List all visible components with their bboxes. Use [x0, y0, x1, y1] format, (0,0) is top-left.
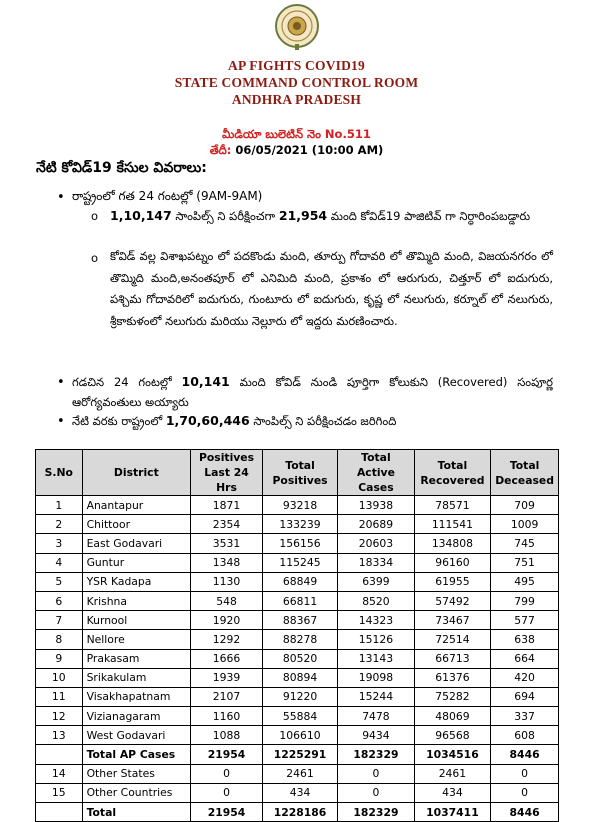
district-cases-table: [35, 449, 559, 822]
cell-total-positives: 66811: [262, 591, 337, 610]
cell-recovered: 73467: [414, 611, 490, 630]
cell-recovered: 48069: [414, 707, 490, 726]
cell-total-positives: 1228186: [262, 803, 337, 822]
cell-sno: 5: [36, 572, 83, 591]
table-row: [36, 611, 559, 630]
samples-tested-24h: 1,10,147: [110, 208, 172, 223]
cell-active-cases: 14323: [338, 611, 415, 630]
cell-total-positives: 80520: [262, 649, 337, 668]
cell-sno: 12: [36, 707, 83, 726]
bullet-3-part: నేటి వరకు రాష్ట్రంలో: [72, 414, 166, 428]
cell-total-positives: 106610: [262, 726, 337, 745]
cell-active-cases: 6399: [338, 572, 415, 591]
cell-deceased: 638: [491, 630, 559, 649]
cell-district: Chittoor: [82, 515, 191, 534]
cell-sno: [36, 745, 83, 764]
table-row: [36, 572, 559, 591]
cell-sno: 6: [36, 591, 83, 610]
cell-deceased: 664: [491, 649, 559, 668]
cell-sno: 10: [36, 668, 83, 687]
header-state: ANDHRA PRADESH: [231, 92, 362, 107]
cell-positives-24h: 3531: [191, 534, 263, 553]
cell-district: Nellore: [82, 630, 191, 649]
cell-total-positives: 88367: [262, 611, 337, 630]
table-header-row: [36, 450, 559, 496]
col-header-deceased: Total Deceased: [491, 450, 559, 496]
cell-positives-24h: 21954: [191, 803, 263, 822]
table-row: [36, 783, 559, 802]
cell-active-cases: 20603: [338, 534, 415, 553]
cell-positives-24h: 0: [191, 764, 263, 783]
table-row: [36, 707, 559, 726]
cell-district: Total: [82, 803, 191, 822]
header-title: AP FIGHTS COVID19: [228, 58, 365, 73]
cell-district: Other Countries: [82, 783, 191, 802]
table-row: [36, 649, 559, 668]
table-row: [36, 803, 559, 822]
table-row: [36, 764, 559, 783]
date-label: తేదీ:: [209, 143, 232, 157]
cell-district: Vizianagaram: [82, 707, 191, 726]
cell-total-positives: 156156: [262, 534, 337, 553]
cell-total-positives: 80894: [262, 668, 337, 687]
col-header-district: District: [82, 450, 191, 496]
cell-positives-24h: 548: [191, 591, 263, 610]
bullet-2-part: మంది కోవిడ్ నుండి పూర్తిగా కోలుకుని (Recovered) సంపూర్ణ ఆరోగ్యవంతులు అయ్యారు: [72, 375, 553, 409]
bullet-icon: •: [57, 375, 65, 390]
sub-bullet-1-text: [110, 206, 553, 227]
cell-deceased: 577: [491, 611, 559, 630]
cell-sno: 11: [36, 687, 83, 706]
table-row: [36, 630, 559, 649]
col-header-active-cases: Total Active Cases: [338, 450, 415, 496]
section-title: నేటి కోవిడ్19 కేసుల వివరాలు:: [36, 160, 207, 176]
cell-recovered: 434: [414, 783, 490, 802]
cell-sno: 2: [36, 515, 83, 534]
header-subtitle: STATE COMMAND CONTROL ROOM: [174, 75, 419, 90]
cell-positives-24h: 21954: [191, 745, 263, 764]
cell-active-cases: 0: [338, 764, 415, 783]
cell-active-cases: 13938: [338, 496, 415, 515]
cell-active-cases: 18334: [338, 553, 415, 572]
cell-active-cases: 8520: [338, 591, 415, 610]
cell-recovered: 61376: [414, 668, 490, 687]
cell-active-cases: 9434: [338, 726, 415, 745]
table-row: [36, 496, 559, 515]
cell-recovered: 96568: [414, 726, 490, 745]
cell-positives-24h: 1348: [191, 553, 263, 572]
cell-recovered: 57492: [414, 591, 490, 610]
cell-positives-24h: 2354: [191, 515, 263, 534]
table-body: [36, 496, 559, 822]
cell-deceased: 694: [491, 687, 559, 706]
sub-bullet-icon: o: [91, 251, 99, 265]
cell-recovered: 1034516: [414, 745, 490, 764]
cell-deceased: 745: [491, 534, 559, 553]
cell-total-positives: 1225291: [262, 745, 337, 764]
cell-recovered: 61955: [414, 572, 490, 591]
cell-sno: 7: [36, 611, 83, 630]
cell-district: YSR Kadapa: [82, 572, 191, 591]
cell-district: East Godavari: [82, 534, 191, 553]
cell-deceased: 1009: [491, 515, 559, 534]
cell-recovered: 72514: [414, 630, 490, 649]
cell-active-cases: 15126: [338, 630, 415, 649]
cell-district: Krishna: [82, 591, 191, 610]
cell-sno: 1: [36, 496, 83, 515]
cell-sno: 3: [36, 534, 83, 553]
cell-sno: 14: [36, 764, 83, 783]
sub-bullet-1-part: సాంపిల్స్ ని పరీక్షించగా: [171, 209, 279, 223]
cell-recovered: 1037411: [414, 803, 490, 822]
cell-total-positives: 93218: [262, 496, 337, 515]
sub-bullet-2-text: కోవిడ్ వల్ల విశాఖపట్నం లో పదకొండు మంది, తూర్పు గోదావరి లో తొమ్మిది మంది, విజయనగరం లో తొమ్మిది మంది,అనంతపూర్ లో ఎనిమిది మంది, ప్రకాశం లో ఆరుగురు, చిత్తూర్ లో ఐదుగురు, పశ్చిమ గోదావరిలో ఐదుగురు, గుంటూరు లో ఐదుగురు, కృష్ణ లో నలుగురు, కర్నూల్ లో నలుగురు, శ్రీకాకుళంలో నలుగురు మరియు నెల్లూరు లో ఇద్దరు మరణించారు.: [110, 249, 553, 328]
cell-sno: 9: [36, 649, 83, 668]
cell-active-cases: 7478: [338, 707, 415, 726]
cell-deceased: 709: [491, 496, 559, 515]
bulletin-date: [0, 143, 593, 160]
cell-sno: 15: [36, 783, 83, 802]
cell-recovered: 75282: [414, 687, 490, 706]
cell-active-cases: 0: [338, 783, 415, 802]
cell-positives-24h: 1088: [191, 726, 263, 745]
cell-active-cases: 182329: [338, 803, 415, 822]
cell-total-positives: 434: [262, 783, 337, 802]
cell-recovered: 111541: [414, 515, 490, 534]
cell-district: West Godavari: [82, 726, 191, 745]
cell-positives-24h: 1292: [191, 630, 263, 649]
table-row: [36, 515, 559, 534]
cell-deceased: 337: [491, 707, 559, 726]
cell-recovered: 2461: [414, 764, 490, 783]
cell-total-positives: 115245: [262, 553, 337, 572]
cell-total-positives: 55884: [262, 707, 337, 726]
cell-total-positives: 88278: [262, 630, 337, 649]
bullet-icon: •: [57, 190, 65, 205]
table-row: [36, 745, 559, 764]
cell-total-positives: 91220: [262, 687, 337, 706]
cell-positives-24h: 2107: [191, 687, 263, 706]
cell-positives-24h: 1871: [191, 496, 263, 515]
table-row: [36, 534, 559, 553]
cell-deceased: 751: [491, 553, 559, 572]
media-bulletin-number: మీడియా బులెటిన్ నెం No.511: [222, 127, 371, 141]
cell-positives-24h: 1160: [191, 707, 263, 726]
col-header-recovered: Total Recovered: [414, 450, 490, 496]
cell-positives-24h: 1130: [191, 572, 263, 591]
ap-state-emblem-icon: [274, 2, 320, 52]
cell-sno: 4: [36, 553, 83, 572]
bullet-1-text: రాష్ట్రంలో గత 24 గంటల్లో (9AM-9AM): [72, 189, 263, 203]
cell-deceased: 8446: [491, 745, 559, 764]
cell-active-cases: 19098: [338, 668, 415, 687]
cell-district: Anantapur: [82, 496, 191, 515]
cell-recovered: 78571: [414, 496, 490, 515]
cell-district: Total AP Cases: [82, 745, 191, 764]
bullet-3-text: [72, 411, 396, 432]
cell-positives-24h: 1939: [191, 668, 263, 687]
cell-deceased: 8446: [491, 803, 559, 822]
table-row: [36, 687, 559, 706]
col-header-total-positives: Total Positives: [262, 450, 337, 496]
cell-total-positives: 2461: [262, 764, 337, 783]
sub-bullet-icon: o: [91, 209, 99, 223]
cell-recovered: 66713: [414, 649, 490, 668]
cell-active-cases: 15244: [338, 687, 415, 706]
recovered-24h: 10,141: [181, 374, 230, 389]
cell-total-positives: 133239: [262, 515, 337, 534]
total-samples-tested: 1,70,60,446: [165, 413, 250, 428]
cell-deceased: 0: [491, 783, 559, 802]
bullet-2-part: గడచిన 24 గంటల్లో: [72, 375, 182, 389]
cell-district: Other States: [82, 764, 191, 783]
col-header-positives-24h: Positives Last 24 Hrs: [191, 450, 263, 496]
col-header-sno: S.No: [36, 450, 83, 496]
bullet-icon: •: [57, 414, 65, 429]
cell-district: Guntur: [82, 553, 191, 572]
cell-recovered: 96160: [414, 553, 490, 572]
cell-sno: 8: [36, 630, 83, 649]
cell-active-cases: 13143: [338, 649, 415, 668]
cell-positives-24h: 1666: [191, 649, 263, 668]
cell-positives-24h: 0: [191, 783, 263, 802]
cell-deceased: 495: [491, 572, 559, 591]
cell-deceased: 799: [491, 591, 559, 610]
table-row: [36, 591, 559, 610]
cell-total-positives: 68849: [262, 572, 337, 591]
table-row: [36, 668, 559, 687]
cell-district: Srikakulam: [82, 668, 191, 687]
bullet-2-text: [72, 372, 553, 413]
cell-recovered: 134808: [414, 534, 490, 553]
cell-deceased: 608: [491, 726, 559, 745]
table-row: [36, 726, 559, 745]
bullet-3-part: సాంపిల్స్ ని పరీక్షించడం జరిగింది: [249, 414, 397, 428]
cell-active-cases: 20689: [338, 515, 415, 534]
cell-sno: 13: [36, 726, 83, 745]
sub-bullet-1-part: మంది కోవిడ్19 పాజిటివ్ గా నిర్ధారింపబడ్డారు: [327, 209, 531, 223]
positives-24h: 21,954: [278, 208, 328, 223]
cell-positives-24h: 1920: [191, 611, 263, 630]
cell-district: Prakasam: [82, 649, 191, 668]
cell-deceased: 420: [491, 668, 559, 687]
cell-active-cases: 182329: [338, 745, 415, 764]
date-value: 06/05/2021 (10:00 AM): [231, 143, 384, 157]
cell-district: Visakhapatnam: [82, 687, 191, 706]
cell-district: Kurnool: [82, 611, 191, 630]
cell-sno: [36, 803, 83, 822]
cell-deceased: 0: [491, 764, 559, 783]
table-row: [36, 553, 559, 572]
